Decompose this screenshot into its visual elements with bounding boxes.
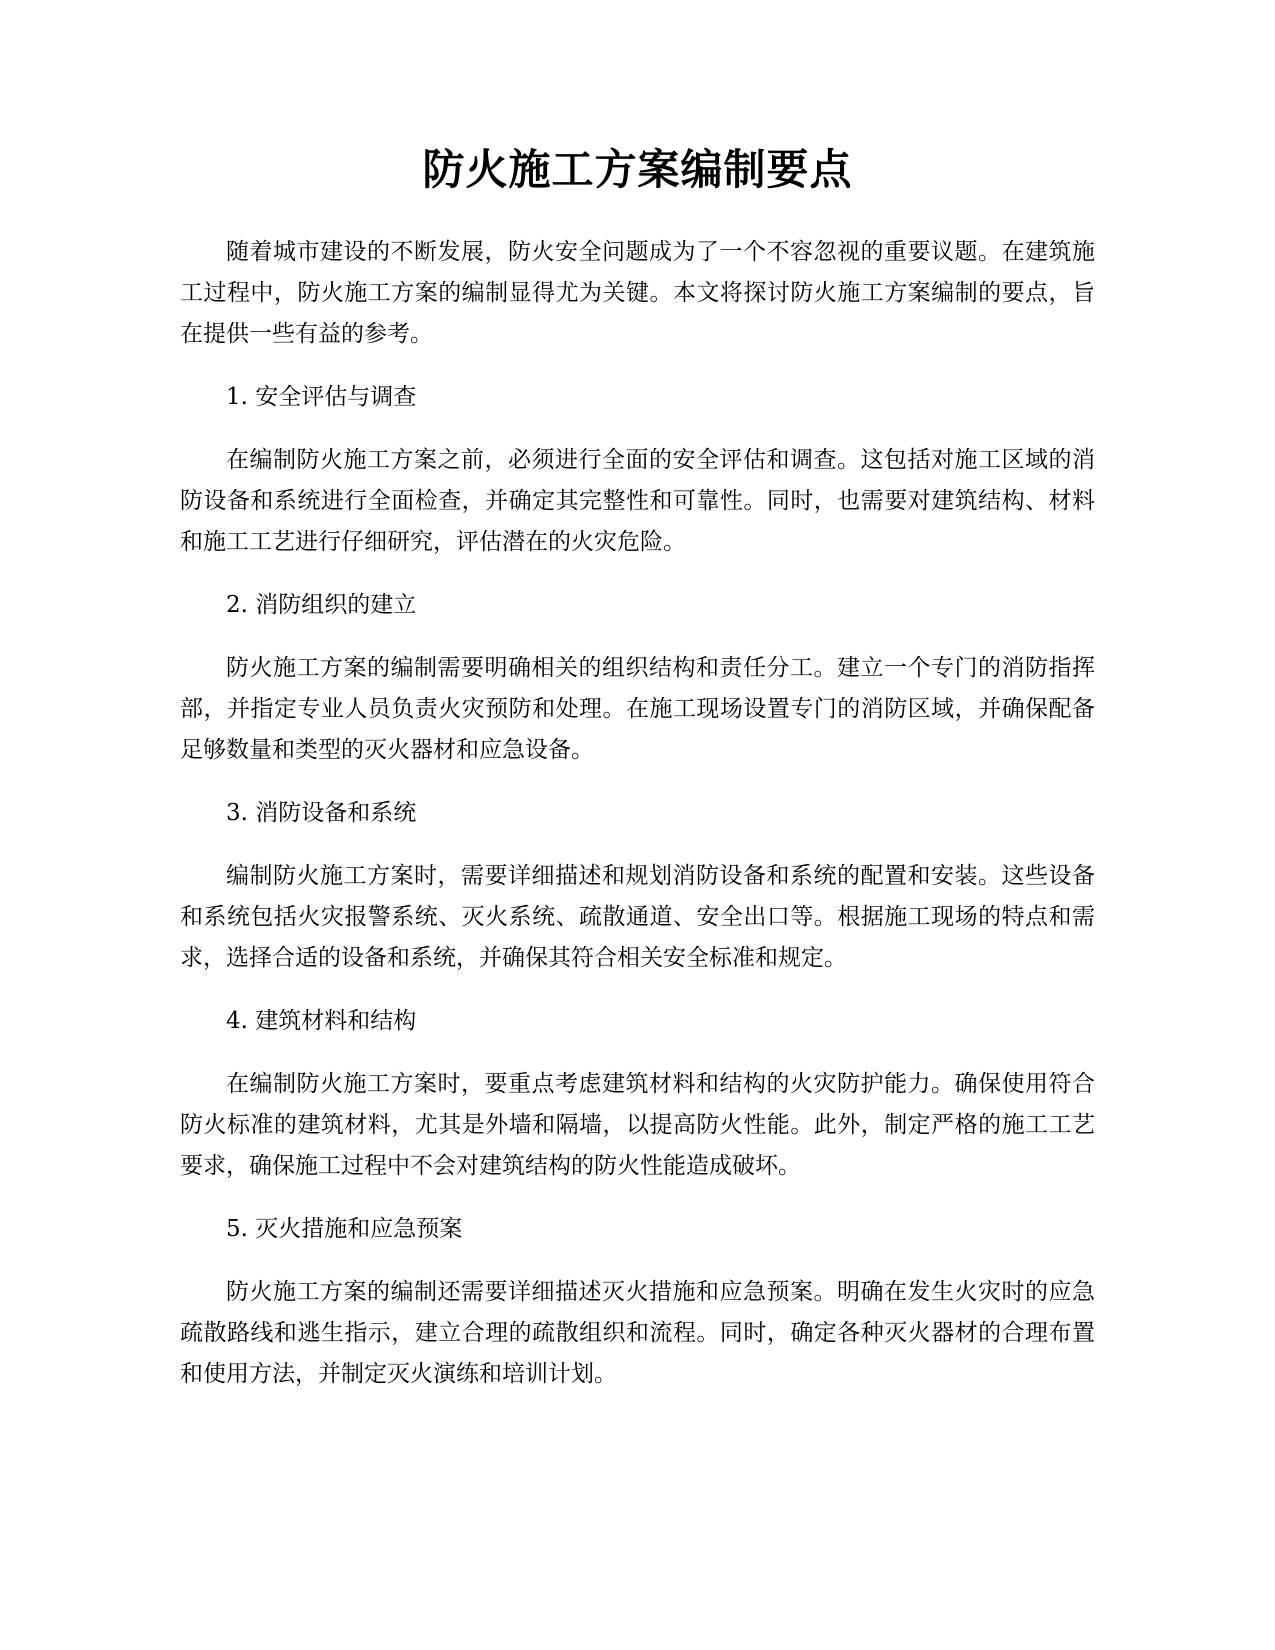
section-body-1: 在编制防火施工方案之前，必须进行全面的安全评估和调查。这包括对施工区域的消防设备和系统进行全面检查，并确定其完整性和可靠性。同时，也需要对建筑结构、材料和施工工艺进行仔细研究，评估潜在的火灾危险。: [180, 447, 1095, 555]
section-body-5: 防火施工方案的编制还需要详细描述灭火措施和应急预案。明确在发生火灾时的应急疏散路线和逃生指示，建立合理的疏散组织和流程。同时，确定各种灭火器材的合理布置和使用方法，并制定灭火演练和培训计划。: [180, 1279, 1095, 1387]
document-page: [180, 140, 1095, 1417]
section-heading-4: 4. 建筑材料和结构: [226, 1008, 417, 1034]
section-heading-3: 3. 消防设备和系统: [226, 800, 417, 826]
section-heading-2: 2. 消防组织的建立: [226, 592, 417, 618]
section-heading-5: 5. 灭火措施和应急预案: [226, 1216, 463, 1242]
intro-paragraph: 随着城市建设的不断发展，防火安全问题成为了一个不容忽视的重要议题。在建筑施工过程中，防火施工方案的编制显得尤为关键。本文将探讨防火施工方案编制的要点，旨在提供一些有益的参考。: [180, 239, 1095, 347]
section-body-4: 在编制防火施工方案时，要重点考虑建筑材料和结构的火灾防护能力。确保使用符合防火标准的建筑材料，尤其是外墙和隔墙，以提高防火性能。此外，制定严格的施工工艺要求，确保施工过程中不会对建筑结构的防火性能造成破坏。: [180, 1071, 1095, 1179]
section-body-3: 编制防火施工方案时，需要详细描述和规划消防设备和系统的配置和安装。这些设备和系统包括火灾报警系统、灭火系统、疏散通道、安全出口等。根据施工现场的特点和需求，选择合适的设备和系统，并确保其符合相关安全标准和规定。: [180, 863, 1095, 971]
section-heading-1: 1. 安全评估与调查: [226, 384, 417, 410]
document-title: 防火施工方案编制要点: [422, 145, 853, 194]
section-body-2: 防火施工方案的编制需要明确相关的组织结构和责任分工。建立一个专门的消防指挥部，并指定专业人员负责火灾预防和处理。在施工现场设置专门的消防区域，并确保配备足够数量和类型的灭火器材和应急设备。: [180, 655, 1095, 763]
